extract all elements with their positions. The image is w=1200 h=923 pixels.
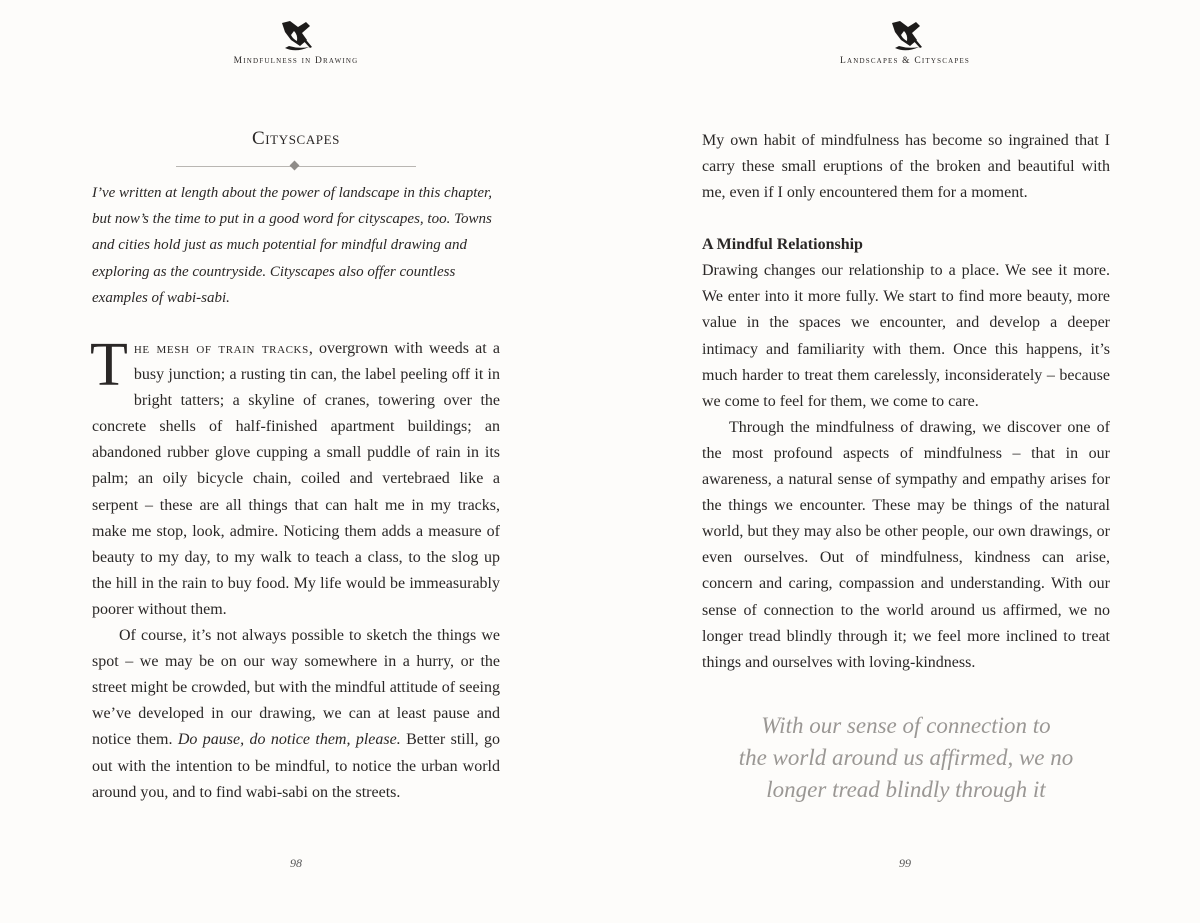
drop-cap: T [90, 331, 128, 399]
section-title: Cityscapes [251, 128, 341, 149]
continuation-paragraph: My own habit of mindfulness has become so ingrained that I carry these small eruptions of the broken and beautiful with me, even if I only encountered them for a moment. [702, 132, 1110, 202]
pull-quote-line: longer tread blindly through it [766, 777, 1046, 802]
left-body-text [90, 331, 500, 806]
pull-quote-line: the world around us affirmed, we no [738, 745, 1074, 770]
relationship-paragraph: Drawing changes our relationship to a place. We see it more. We enter into it more fully. We start to find more beauty, more value in the spaces we encounter, and develop a deeper intimacy and familiarity with them. Once this happens, it’s much harder to treat them carelessly, inconsiderately – because we come to feel for them, we come to care. [702, 262, 1110, 410]
small-caps-lead-in: he mesh of train tracks [133, 340, 309, 357]
mindfulness-paragraph: Through the mindfulness of drawing, we discover one of the most profound aspects of mindfulness – that in our awareness, a natural sense of sympathy and empathy arises for the things we encounter. These may be things of the natural world, but they may also be other people, our own drawings, or even ourselves. Out of mindfulness, kindness can arise, concern and caring, compassion and understanding. With our sense of connection to the world around us affirmed, we no longer tread blindly through it; we feel more inclined to treat things and ourselves with loving-kindness. [702, 418, 1110, 671]
right-body-text [702, 128, 1110, 676]
page-number: 99 [899, 856, 911, 870]
paragraph-text-start: Of course, it’s not always possible to sketch the things we spot – we may be on our way somewhere in a hurry, or the street might be crowded, but with the mindful attitude of seeing we’ve developed in our drawing, we can at least pause and notice them. [92, 627, 500, 749]
running-head: Mindfulness in Drawing [233, 56, 359, 66]
second-paragraph [92, 623, 500, 806]
pull-quote-line: With our sense of connection to [761, 713, 1051, 738]
italic-emphasis: Do pause, do notice them, please. [177, 731, 401, 749]
ornamental-divider [176, 160, 416, 172]
intro-paragraph: I’ve written at length about the power of landscape in this chapter, but now’s the time to put in a good word for cityscapes, too. Towns and cities hold just as much potential for mindful drawing and exploring as the countryside. Cityscapes also offer countless examples of wabi-sabi. [92, 185, 492, 306]
hand-holding-brush-icon [886, 17, 926, 57]
subheading: A Mindful Relationship [702, 236, 863, 254]
paragraph-text: , overgrown with weeds at a busy junction; a rusting tin can, the label peeling off it in bright tatters; a skyline of cranes, towering over the concrete shells of half-finished apartment buildings; an abandoned rubber glove cupping a small puddle of rain in its palm; an oily bicycle chain, coiled and vertebraed like a serpent – these are all things that can halt me in my tracks, make me stop, look, admire. Noticing them adds a measure of beauty to my day, to my walk to teach a class, to the slog up the hill in the rain to buy food. My life would be immeasurably poorer without them. [92, 340, 500, 618]
paragraph-text-end: Better still, go out with the intention to be mindful, to notice the urban world around you, and to find wabi-sabi on the streets. [92, 731, 500, 801]
opening-paragraph [90, 331, 500, 623]
page-number: 98 [290, 856, 302, 870]
diamond-ornament-icon [290, 161, 300, 171]
hand-holding-brush-icon [276, 17, 316, 57]
running-head: Landscapes & Cityscapes [839, 56, 971, 66]
pull-quote [702, 710, 1110, 806]
paragraph-spacer [702, 206, 1110, 232]
